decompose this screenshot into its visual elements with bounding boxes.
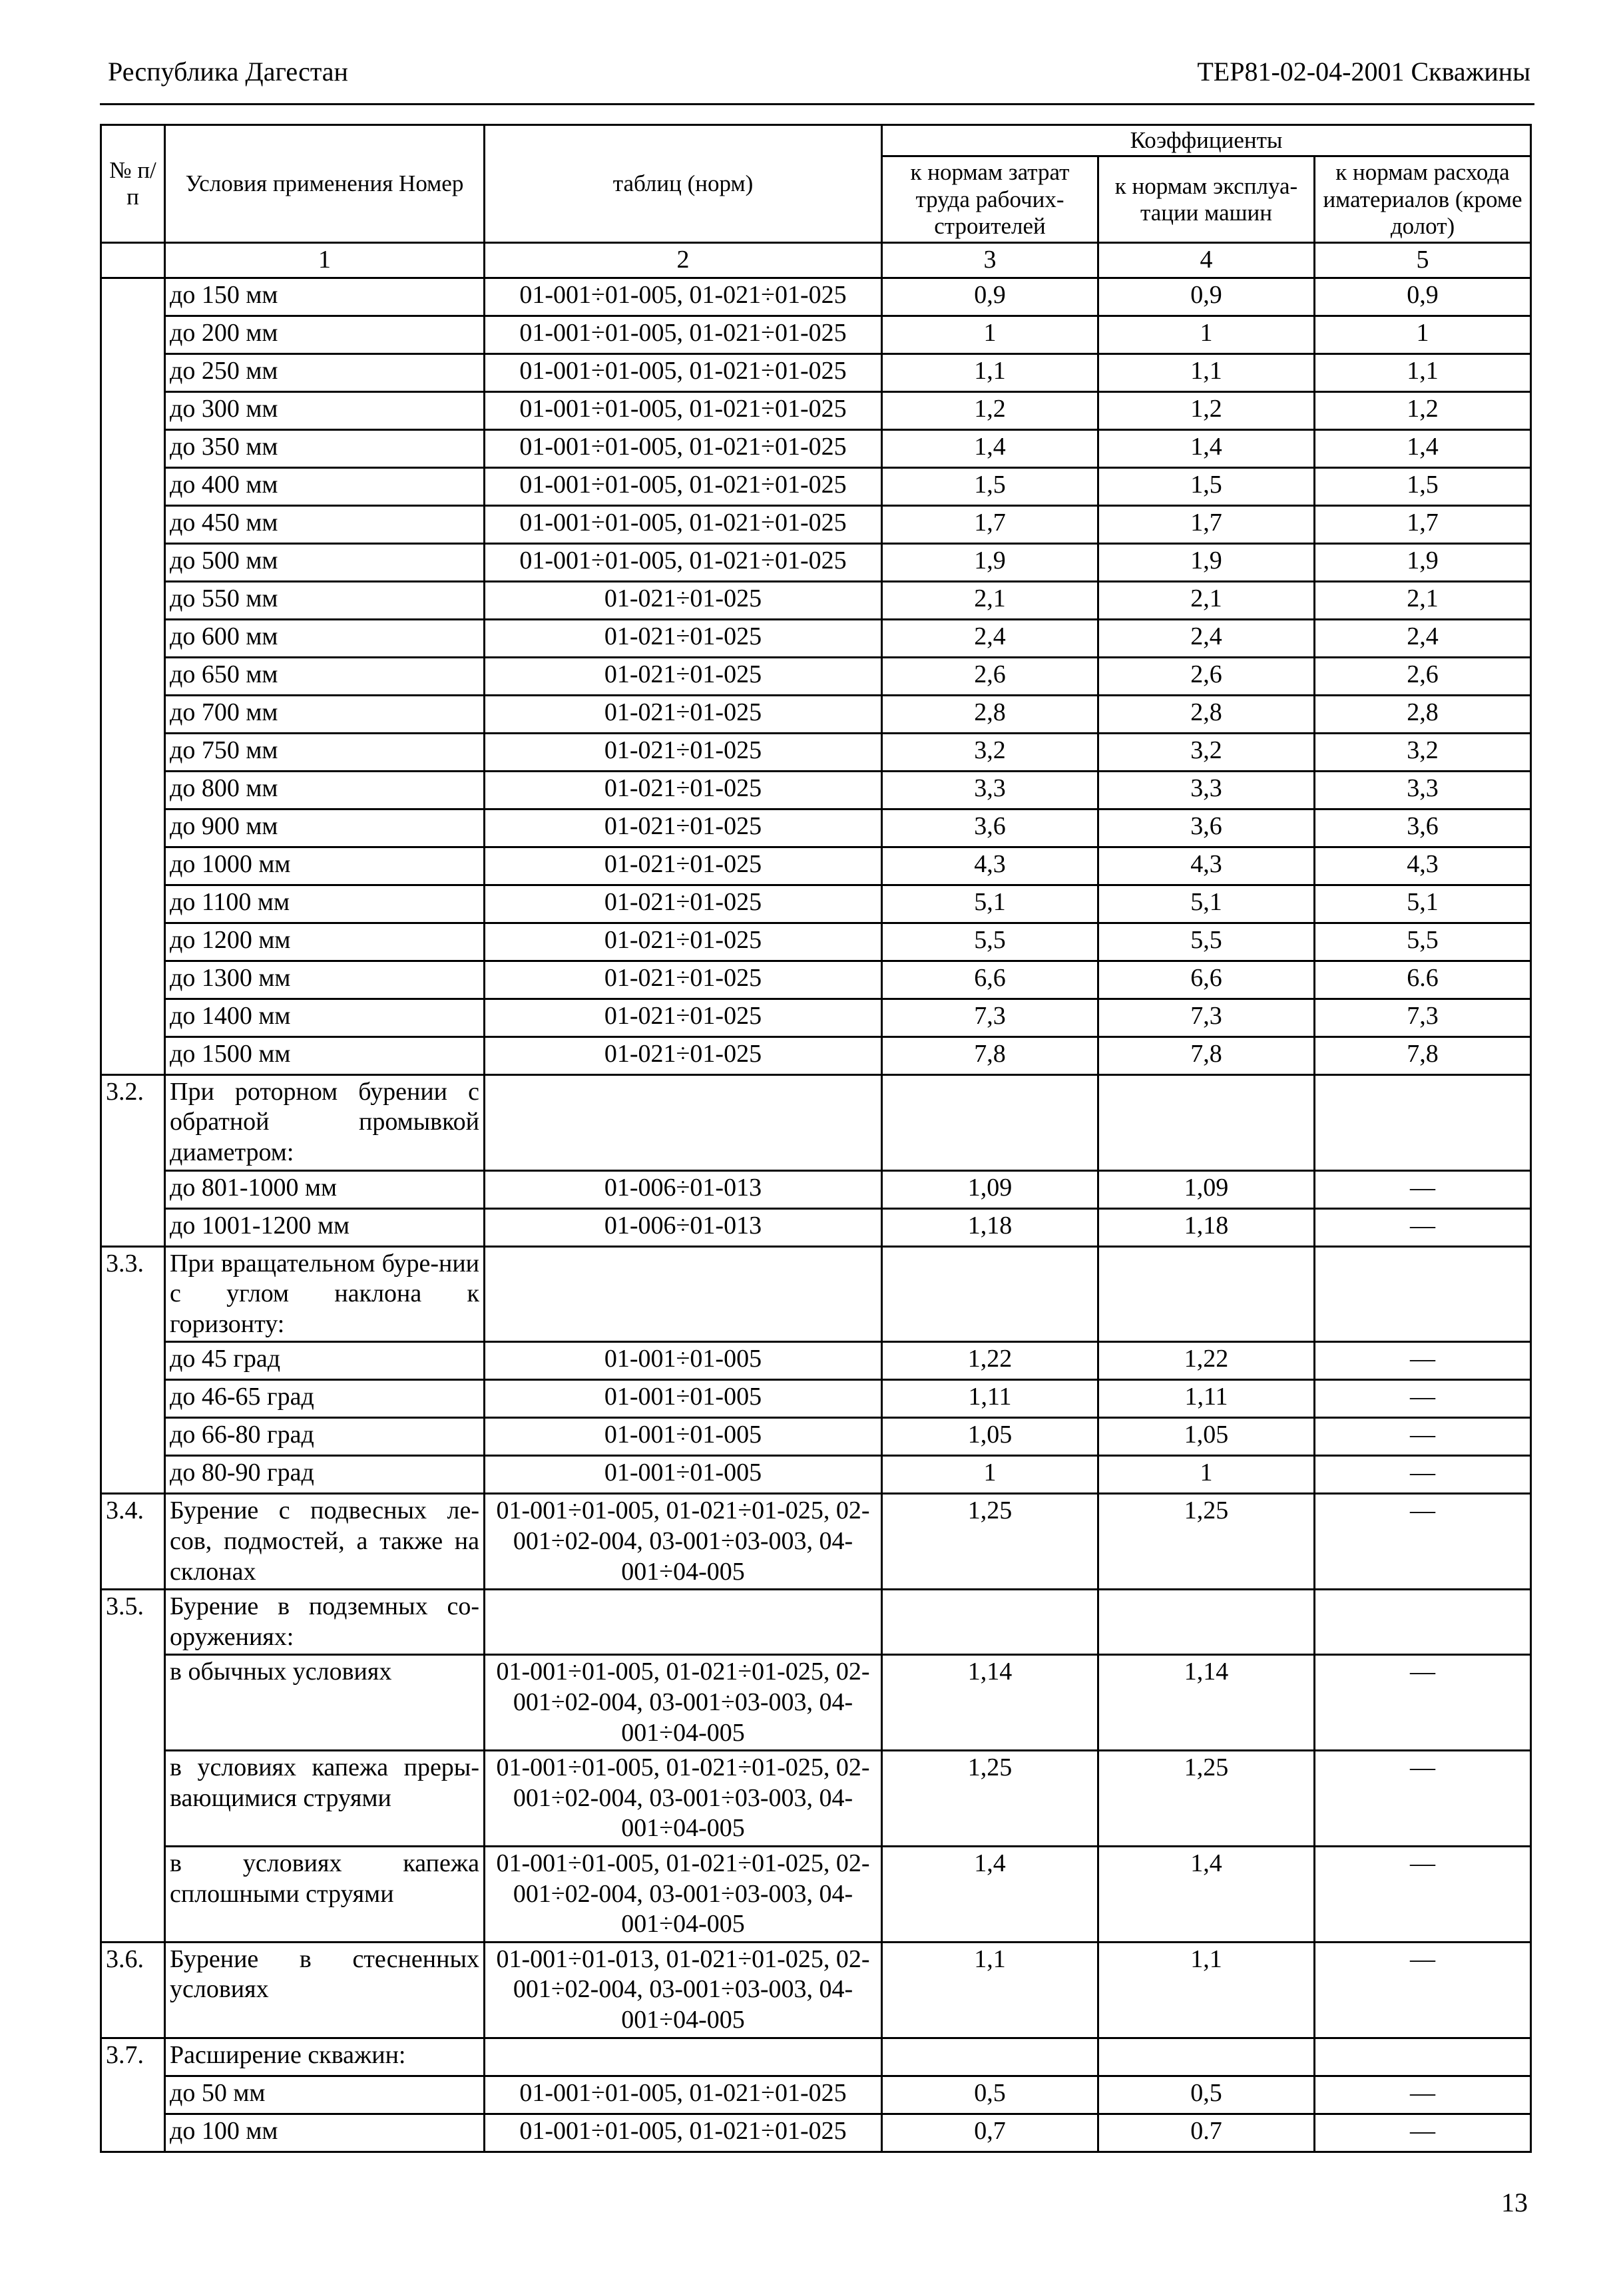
coef-materials-cell: 3,6 bbox=[1315, 809, 1531, 847]
table-norms-cell: 01-001÷01-005 bbox=[485, 1380, 882, 1418]
header-k-machines: к нормам эксплуа-тации машин bbox=[1098, 156, 1315, 243]
coef-labor-cell: 1,1 bbox=[882, 353, 1098, 391]
coef-materials-cell: 5,1 bbox=[1315, 885, 1531, 923]
coef-labor-cell: 1,22 bbox=[882, 1342, 1098, 1380]
coef-materials-cell bbox=[1315, 1590, 1531, 1655]
condition-cell: до 1500 мм bbox=[165, 1036, 485, 1074]
table-norms-cell bbox=[485, 2038, 882, 2076]
row-number-cell: 3.6. bbox=[101, 1942, 165, 2038]
condition-cell: в условиях капежа сплошными струями bbox=[165, 1846, 485, 1942]
table-norms-cell: 01-001÷01-005, 01-021÷01-025 bbox=[485, 353, 882, 391]
coef-machines-cell: 2,4 bbox=[1098, 619, 1315, 657]
coef-materials-cell: 1,5 bbox=[1315, 467, 1531, 505]
coef-labor-cell: 2,8 bbox=[882, 695, 1098, 733]
coef-labor-cell: 7,8 bbox=[882, 1036, 1098, 1074]
condition-cell: до 150 мм bbox=[165, 278, 485, 316]
coef-materials-cell bbox=[1315, 1246, 1531, 1342]
coef-machines-cell: 2,1 bbox=[1098, 581, 1315, 619]
coef-materials-cell: 2,8 bbox=[1315, 695, 1531, 733]
condition-cell: до 66-80 град bbox=[165, 1418, 485, 1456]
row-number-cell: 3.5. bbox=[101, 1590, 165, 1943]
coef-machines-cell: 2,6 bbox=[1098, 657, 1315, 695]
table-row bbox=[101, 429, 1531, 467]
coef-materials-cell: — bbox=[1315, 2114, 1531, 2152]
row-number-cell: 3.3. bbox=[101, 1246, 165, 1494]
coef-labor-cell: 5,1 bbox=[882, 885, 1098, 923]
condition-cell: до 1000 мм bbox=[165, 847, 485, 885]
coef-machines-cell: 1,5 bbox=[1098, 467, 1315, 505]
coef-materials-cell: — bbox=[1315, 1208, 1531, 1246]
coef-labor-cell: 2,4 bbox=[882, 619, 1098, 657]
coef-machines-cell: 3,2 bbox=[1098, 733, 1315, 771]
coef-materials-cell: — bbox=[1315, 1494, 1531, 1590]
coef-machines-cell: 1,4 bbox=[1098, 429, 1315, 467]
condition-cell: до 900 мм bbox=[165, 809, 485, 847]
row-number-cell: 3.7. bbox=[101, 2038, 165, 2152]
table-row bbox=[101, 923, 1531, 961]
condition-cell: до 650 мм bbox=[165, 657, 485, 695]
table-row bbox=[101, 1494, 1531, 1590]
table-row bbox=[101, 2038, 1531, 2076]
coef-labor-cell bbox=[882, 2038, 1098, 2076]
table-row bbox=[101, 2114, 1531, 2152]
table-norms-cell: 01-001÷01-005, 01-021÷01-025, 02-001÷02-004, 03-001÷03-003, 04-001÷04-005 bbox=[485, 1494, 882, 1590]
column-number bbox=[101, 243, 165, 278]
condition-cell: до 500 мм bbox=[165, 543, 485, 581]
coef-labor-cell: 1,25 bbox=[882, 1494, 1098, 1590]
table-header-row bbox=[101, 125, 1531, 156]
table-norms-cell: 01-001÷01-005, 01-021÷01-025 bbox=[485, 391, 882, 429]
table-norms-cell: 01-001÷01-005, 01-021÷01-025, 02-001÷02-004, 03-001÷03-003, 04-001÷04-005 bbox=[485, 1751, 882, 1847]
coef-machines-cell bbox=[1098, 2038, 1315, 2076]
coef-machines-cell: 1,4 bbox=[1098, 1846, 1315, 1942]
condition-cell: до 801-1000 мм bbox=[165, 1170, 485, 1208]
coef-machines-cell: 5,1 bbox=[1098, 885, 1315, 923]
coef-machines-cell bbox=[1098, 1074, 1315, 1170]
coef-materials-cell: 1,7 bbox=[1315, 505, 1531, 543]
table-row bbox=[101, 1074, 1531, 1170]
coef-labor-cell: 0,7 bbox=[882, 2114, 1098, 2152]
column-number: 1 bbox=[165, 243, 485, 278]
condition-cell: в условиях капежа преры-вающимися струями bbox=[165, 1751, 485, 1847]
condition-cell: При вращательном буре-нии с углом наклона к горизонту: bbox=[165, 1246, 485, 1342]
table-norms-cell: 01-001÷01-005, 01-021÷01-025 bbox=[485, 467, 882, 505]
table-row bbox=[101, 619, 1531, 657]
coef-materials-cell: — bbox=[1315, 1751, 1531, 1847]
coef-machines-cell: 0.7 bbox=[1098, 2114, 1315, 2152]
table-row bbox=[101, 581, 1531, 619]
table-row bbox=[101, 278, 1531, 316]
table-norms-cell: 01-006÷01-013 bbox=[485, 1170, 882, 1208]
table-row bbox=[101, 695, 1531, 733]
table-row bbox=[101, 1456, 1531, 1494]
coef-labor-cell: 1,2 bbox=[882, 391, 1098, 429]
table-row bbox=[101, 1036, 1531, 1074]
coef-labor-cell: 3,3 bbox=[882, 771, 1098, 809]
coef-machines-cell: 1,11 bbox=[1098, 1380, 1315, 1418]
table-row bbox=[101, 999, 1531, 1036]
condition-cell: до 400 мм bbox=[165, 467, 485, 505]
table-norms-cell: 01-021÷01-025 bbox=[485, 923, 882, 961]
coef-labor-cell: 1,11 bbox=[882, 1380, 1098, 1418]
page-number: 13 bbox=[1501, 2187, 1528, 2217]
table-norms-cell: 01-001÷01-005, 01-021÷01-025, 02-001÷02-004, 03-001÷03-003, 04-001÷04-005 bbox=[485, 1655, 882, 1751]
column-number: 3 bbox=[882, 243, 1098, 278]
coef-labor-cell: 2,6 bbox=[882, 657, 1098, 695]
coef-labor-cell bbox=[882, 1590, 1098, 1655]
table-row bbox=[101, 1846, 1531, 1942]
row-number-cell: 3.2. bbox=[101, 1074, 165, 1246]
table-norms-cell: 01-001÷01-005, 01-021÷01-025 bbox=[485, 2076, 882, 2114]
condition-cell: до 300 мм bbox=[165, 391, 485, 429]
condition-cell: Бурение с подвесных ле-сов, подмостей, а также на склонах bbox=[165, 1494, 485, 1590]
coef-labor-cell: 1 bbox=[882, 1456, 1098, 1494]
coef-labor-cell: 1,25 bbox=[882, 1751, 1098, 1847]
condition-cell: до 46-65 град bbox=[165, 1380, 485, 1418]
coef-machines-cell: 4,3 bbox=[1098, 847, 1315, 885]
row-number-cell: 3.4. bbox=[101, 1494, 165, 1590]
table-norms-cell: 01-021÷01-025 bbox=[485, 961, 882, 999]
coef-labor-cell: 1,09 bbox=[882, 1170, 1098, 1208]
table-norms-cell: 01-006÷01-013 bbox=[485, 1208, 882, 1246]
coef-labor-cell: 6,6 bbox=[882, 961, 1098, 999]
coef-labor-cell: 1,7 bbox=[882, 505, 1098, 543]
table-row bbox=[101, 1942, 1531, 2038]
coef-machines-cell: 0,5 bbox=[1098, 2076, 1315, 2114]
condition-cell: до 200 мм bbox=[165, 316, 485, 353]
condition-cell: до 100 мм bbox=[165, 2114, 485, 2152]
table-row bbox=[101, 1418, 1531, 1456]
coef-labor-cell: 3,2 bbox=[882, 733, 1098, 771]
coef-machines-cell: 1,25 bbox=[1098, 1751, 1315, 1847]
header-num: № п/п bbox=[101, 125, 165, 243]
coef-machines-cell: 6,6 bbox=[1098, 961, 1315, 999]
coef-machines-cell: 1,09 bbox=[1098, 1170, 1315, 1208]
table-norms-cell: 01-001÷01-005, 01-021÷01-025 bbox=[485, 278, 882, 316]
table-norms-cell: 01-001÷01-005, 01-021÷01-025 bbox=[485, 2114, 882, 2152]
coef-materials-cell: 1,4 bbox=[1315, 429, 1531, 467]
coef-machines-cell: 7,8 bbox=[1098, 1036, 1315, 1074]
table-row bbox=[101, 391, 1531, 429]
table-row bbox=[101, 2076, 1531, 2114]
condition-cell: до 550 мм bbox=[165, 581, 485, 619]
table-row bbox=[101, 316, 1531, 353]
coef-labor-cell: 1,18 bbox=[882, 1208, 1098, 1246]
coef-materials-cell: 4,3 bbox=[1315, 847, 1531, 885]
condition-cell: до 750 мм bbox=[165, 733, 485, 771]
document-header-left: Республика Дагестан bbox=[108, 57, 348, 87]
coef-machines-cell: 7,3 bbox=[1098, 999, 1315, 1036]
table-row bbox=[101, 353, 1531, 391]
table-row bbox=[101, 1342, 1531, 1380]
condition-cell: до 1200 мм bbox=[165, 923, 485, 961]
condition-cell: до 450 мм bbox=[165, 505, 485, 543]
coef-materials-cell: — bbox=[1315, 1942, 1531, 2038]
table-row bbox=[101, 1380, 1531, 1418]
header-k-materials: к нормам расхода иматериалов (кроме долот) bbox=[1315, 156, 1531, 243]
header-tables: таблиц (норм) bbox=[485, 125, 882, 243]
coef-materials-cell: 2,6 bbox=[1315, 657, 1531, 695]
coef-materials-cell: 5,5 bbox=[1315, 923, 1531, 961]
coefficients-table-container bbox=[100, 124, 1530, 2153]
coef-materials-cell bbox=[1315, 2038, 1531, 2076]
coef-labor-cell bbox=[882, 1074, 1098, 1170]
condition-cell: до 1400 мм bbox=[165, 999, 485, 1036]
coef-machines-cell: 5,5 bbox=[1098, 923, 1315, 961]
coef-labor-cell: 0,5 bbox=[882, 2076, 1098, 2114]
condition-cell: до 600 мм bbox=[165, 619, 485, 657]
table-row bbox=[101, 733, 1531, 771]
table-norms-cell: 01-021÷01-025 bbox=[485, 695, 882, 733]
coef-labor-cell: 1,5 bbox=[882, 467, 1098, 505]
table-body bbox=[101, 278, 1531, 2152]
table-row bbox=[101, 1655, 1531, 1751]
table-row bbox=[101, 1590, 1531, 1655]
coef-labor-cell: 1,4 bbox=[882, 429, 1098, 467]
table-norms-cell: 01-021÷01-025 bbox=[485, 733, 882, 771]
coef-labor-cell: 2,1 bbox=[882, 581, 1098, 619]
coef-materials-cell: — bbox=[1315, 1418, 1531, 1456]
coef-machines-cell: 1,14 bbox=[1098, 1655, 1315, 1751]
table-norms-cell: 01-001÷01-005, 01-021÷01-025 bbox=[485, 316, 882, 353]
condition-cell: до 1300 мм bbox=[165, 961, 485, 999]
coef-materials-cell bbox=[1315, 1074, 1531, 1170]
table-norms-cell: 01-021÷01-025 bbox=[485, 999, 882, 1036]
coef-labor-cell: 1,05 bbox=[882, 1418, 1098, 1456]
table-row bbox=[101, 809, 1531, 847]
column-number: 5 bbox=[1315, 243, 1531, 278]
coef-labor-cell: 1,14 bbox=[882, 1655, 1098, 1751]
header-coefficients: Коэффициенты bbox=[882, 125, 1531, 156]
coef-machines-cell: 2,8 bbox=[1098, 695, 1315, 733]
coef-machines-cell: 1,9 bbox=[1098, 543, 1315, 581]
header-k-labor: к нормам затрат труда рабочих-строителей bbox=[882, 156, 1098, 243]
coef-machines-cell: 1 bbox=[1098, 1456, 1315, 1494]
table-row bbox=[101, 543, 1531, 581]
table-norms-cell bbox=[485, 1590, 882, 1655]
coef-labor-cell: 1,9 bbox=[882, 543, 1098, 581]
row-number-cell bbox=[101, 278, 165, 1074]
coef-materials-cell: 1,2 bbox=[1315, 391, 1531, 429]
coef-machines-cell bbox=[1098, 1246, 1315, 1342]
condition-cell: до 700 мм bbox=[165, 695, 485, 733]
coef-machines-cell: 1 bbox=[1098, 316, 1315, 353]
condition-cell: до 1100 мм bbox=[165, 885, 485, 923]
condition-cell: до 350 мм bbox=[165, 429, 485, 467]
condition-cell: до 50 мм bbox=[165, 2076, 485, 2114]
coef-materials-cell: 3,2 bbox=[1315, 733, 1531, 771]
coef-machines-cell: 1,18 bbox=[1098, 1208, 1315, 1246]
table-row bbox=[101, 657, 1531, 695]
table-norms-cell: 01-021÷01-025 bbox=[485, 885, 882, 923]
table-row bbox=[101, 1208, 1531, 1246]
table-row bbox=[101, 771, 1531, 809]
coef-machines-cell: 1,7 bbox=[1098, 505, 1315, 543]
table-norms-cell: 01-021÷01-025 bbox=[485, 581, 882, 619]
coef-materials-cell: 1,9 bbox=[1315, 543, 1531, 581]
table-norms-cell: 01-001÷01-005 bbox=[485, 1342, 882, 1380]
condition-cell: Расширение скважин: bbox=[165, 2038, 485, 2076]
table-norms-cell: 01-001÷01-005, 01-021÷01-025, 02-001÷02-004, 03-001÷03-003, 04-001÷04-005 bbox=[485, 1846, 882, 1942]
condition-cell: до 1001-1200 мм bbox=[165, 1208, 485, 1246]
table-row bbox=[101, 1751, 1531, 1847]
table-row bbox=[101, 1246, 1531, 1342]
coef-machines-cell: 3,3 bbox=[1098, 771, 1315, 809]
coef-materials-cell: — bbox=[1315, 1456, 1531, 1494]
coef-labor-cell: 1 bbox=[882, 316, 1098, 353]
table-norms-cell: 01-001÷01-005, 01-021÷01-025 bbox=[485, 429, 882, 467]
coef-labor-cell: 1,1 bbox=[882, 1942, 1098, 2038]
table-norms-cell: 01-001÷01-005 bbox=[485, 1418, 882, 1456]
table-norms-cell bbox=[485, 1074, 882, 1170]
coef-labor-cell: 0,9 bbox=[882, 278, 1098, 316]
coef-machines-cell: 3,6 bbox=[1098, 809, 1315, 847]
coef-machines-cell: 1,2 bbox=[1098, 391, 1315, 429]
column-number: 4 bbox=[1098, 243, 1315, 278]
coef-materials-cell: 7,3 bbox=[1315, 999, 1531, 1036]
coef-materials-cell: — bbox=[1315, 1655, 1531, 1751]
coef-materials-cell: — bbox=[1315, 1342, 1531, 1380]
coef-materials-cell: 0,9 bbox=[1315, 278, 1531, 316]
header-divider bbox=[100, 103, 1534, 105]
table-norms-cell: 01-001÷01-005 bbox=[485, 1456, 882, 1494]
coef-materials-cell: 2,4 bbox=[1315, 619, 1531, 657]
condition-cell: до 80-90 град bbox=[165, 1456, 485, 1494]
table-norms-cell: 01-021÷01-025 bbox=[485, 657, 882, 695]
header-conditions: Условия применения Номер bbox=[165, 125, 485, 243]
table-norms-cell: 01-021÷01-025 bbox=[485, 619, 882, 657]
table-norms-cell bbox=[485, 1246, 882, 1342]
table-norms-cell: 01-021÷01-025 bbox=[485, 771, 882, 809]
coef-labor-cell: 5,5 bbox=[882, 923, 1098, 961]
coef-materials-cell: — bbox=[1315, 1380, 1531, 1418]
coef-materials-cell: 2,1 bbox=[1315, 581, 1531, 619]
coef-materials-cell: — bbox=[1315, 1846, 1531, 1942]
table-norms-cell: 01-021÷01-025 bbox=[485, 1036, 882, 1074]
condition-cell: Бурение в подземных со-оружениях: bbox=[165, 1590, 485, 1655]
coef-materials-cell: — bbox=[1315, 2076, 1531, 2114]
coef-labor-cell: 7,3 bbox=[882, 999, 1098, 1036]
table-norms-cell: 01-001÷01-005, 01-021÷01-025 bbox=[485, 543, 882, 581]
table-norms-cell: 01-001÷01-013, 01-021÷01-025, 02-001÷02-004, 03-001÷03-003, 04-001÷04-005 bbox=[485, 1942, 882, 2038]
coef-machines-cell: 1,05 bbox=[1098, 1418, 1315, 1456]
document-header-right: ТЕР81-02-04-2001 Скважины bbox=[1197, 57, 1530, 87]
coef-labor-cell bbox=[882, 1246, 1098, 1342]
condition-cell: до 800 мм bbox=[165, 771, 485, 809]
column-number-row bbox=[101, 243, 1531, 278]
coef-labor-cell: 4,3 bbox=[882, 847, 1098, 885]
condition-cell: При роторном бурении с обратной промывкой диаметром: bbox=[165, 1074, 485, 1170]
table-norms-cell: 01-021÷01-025 bbox=[485, 809, 882, 847]
coef-machines-cell: 0,9 bbox=[1098, 278, 1315, 316]
coef-materials-cell: — bbox=[1315, 1170, 1531, 1208]
coef-machines-cell: 1,1 bbox=[1098, 1942, 1315, 2038]
condition-cell: до 250 мм bbox=[165, 353, 485, 391]
coef-machines-cell bbox=[1098, 1590, 1315, 1655]
coef-materials-cell: 1,1 bbox=[1315, 353, 1531, 391]
table-row bbox=[101, 961, 1531, 999]
coef-machines-cell: 1,22 bbox=[1098, 1342, 1315, 1380]
coef-materials-cell: 7,8 bbox=[1315, 1036, 1531, 1074]
table-row bbox=[101, 505, 1531, 543]
table-row bbox=[101, 847, 1531, 885]
table-norms-cell: 01-001÷01-005, 01-021÷01-025 bbox=[485, 505, 882, 543]
coef-machines-cell: 1,1 bbox=[1098, 353, 1315, 391]
table-row bbox=[101, 467, 1531, 505]
table-norms-cell: 01-021÷01-025 bbox=[485, 847, 882, 885]
coef-materials-cell: 6.6 bbox=[1315, 961, 1531, 999]
condition-cell: до 45 град bbox=[165, 1342, 485, 1380]
coefficients-table bbox=[100, 124, 1532, 2153]
column-number: 2 bbox=[485, 243, 882, 278]
condition-cell: в обычных условиях bbox=[165, 1655, 485, 1751]
table-row bbox=[101, 885, 1531, 923]
condition-cell: Бурение в стесненных условиях bbox=[165, 1942, 485, 2038]
coef-labor-cell: 1,4 bbox=[882, 1846, 1098, 1942]
coef-labor-cell: 3,6 bbox=[882, 809, 1098, 847]
table-row bbox=[101, 1170, 1531, 1208]
coef-materials-cell: 3,3 bbox=[1315, 771, 1531, 809]
coef-machines-cell: 1,25 bbox=[1098, 1494, 1315, 1590]
coef-materials-cell: 1 bbox=[1315, 316, 1531, 353]
